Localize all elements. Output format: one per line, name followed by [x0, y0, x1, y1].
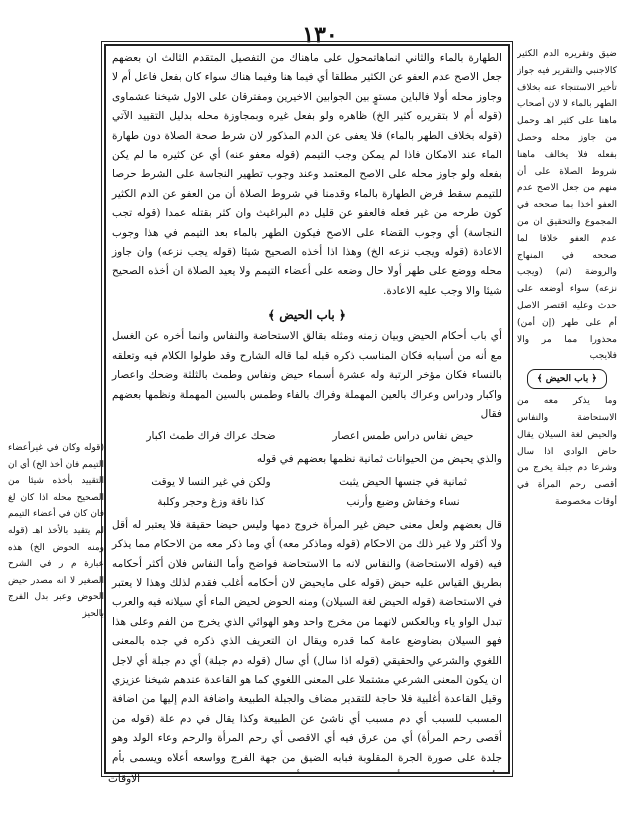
section-heading: ﴿ باب الحيض ﴾ — [268, 308, 346, 323]
main-text — [106, 46, 508, 774]
paragraph: أي باب أحكام الحيض وبيان زمنه ومثله بقالق الاستحاضة والنفاس وانما أخره عن الغسل مع أنه من أسبابه فكان المناسب ذكره قبله لما قاله الشارح وقد طولوا الكلام فيه وتعلقه بالنساء فكان مؤخر الرتبة وله عشرة أسماء حيض ونفاس وطمث بالثلثة وضحك واعصار واكبار ودراس وعراك بالعين المهملة وفراك بالفاء وطمس بالسين المهملة ونظمها بعضهم فقال — [112, 330, 502, 420]
side-section-heading: ﴿ باب الحيض ﴾ — [527, 369, 607, 389]
side-paragraph: وما يذكر معه من الاستحاضة والنفاس والحيض لغة السيلان يقال حاض الوادي اذا سال وشرعا دم جبلة يخرج من أقصى رحم المرأة في أوقات مخصوصة — [517, 395, 617, 507]
footnote-column — [8, 440, 104, 730]
poem-hemistich: ولكن في غير النسا لا يوقت — [151, 475, 271, 488]
paragraph: الطهارة بالماء والثاني انماهاتمحول على ماهناك من التفصيل المتقدم الثالث ان بعضهم جعل الاصح عدم العفو عن الكثير مطلقا أي فيما هنا وفيما هناك سواء كان بفعل فاعل أم لا وجاوز محله أولا فالباين مستوٍ بين الجوابين الاخيرين ومفترقان على الاول شيخنا عشماوى (قوله أم لا بتقريره كثير الخ) ظاهره ولو بفعل غيره وبمجاوزة محله بدليل التقييد الآتي (قوله بخلاف الطهر بالماء) فلا يعفى عن الدم المذكور لان شرط صحة الصلاة دون طهارة الماء عند الامكان فاذا لم يمكن وجب التيمم (قوله معفو عنه) أي عن كثيره ما لم يكن بفعله ولو جاوز محله على الاصح المعتمد وعند وجوب تطهير النجاسة على الشرط حرصا للتيمم سقط فرض الطهارة بالماء وقدمنا في شروط الصلاة أن من العفو عن الدم الكثير كون طرحه من غير فعله فالعفو عن قليل دم البراغيث وان كثر بقتله عمدا (قوله تجب النجاسة) أي وجوب القضاء على الاصح فيكون الطهر بالماء بعد التيمم في هذا وجوب الاعادة (قوله ويجب نزعه الخ) وهذا اذا أخذه الصحيح شيئا (قوله يجب نزعه) وان جاوز محله ووضع على طهر أولا حال وضعه على أعضاء التيمم ولا يعيد الصلاة ان أخذه الصحيح شيئا والا وجب عليه الاعادة. — [112, 52, 502, 297]
poem-hemistich: نساء وخفاش وضبع وأرنب — [346, 495, 460, 508]
paragraph: قال بعضهم ولعل معنى حيض غير المرأة خروج دمها وليس حيضا حقيقة فلا يعتبر له أقل ولا أكثر ولا غير ذلك من الاحكام (قوله وماذكر معه) أي وما ذكر معه من الاحكام مما يذكر فيه (قوله الاستحاضة) والنفاس لانه ما الاستحاضة فواضح وأما النفاس فلان أكثر أحكامه بطريق القياس عليه حيض (قوله على مايحيض لان أحكامه أغلب فقدم لذلك وهذا لا يعتبر في الاستحاضة (قوله الحيض لغة السيلان) ومنه الحوض لحيض الماء أي سيلانه فيه والعرب تبدل الواو ياء وبالعكس لانهما من مخرج واحد وهو الهوائي الذي يخرج من الفم وعلى هذا فهو السيلان بضاوضع عامة كما قدره ويقال ان التعريف الذي ذكره في جده بالمعنى اللغوي والشرعي والحقيقي (قوله اذا سال) أي سال (قوله دم جبلة) أي دم جبلة أي لاجل ان يكون المعنى الشرعي مشتملا على المعنى اللغوي كما هو القاعدة عندهم شيخنا عزيزي وقيل القاعدة أغلبية فلا حاجة للتقدير مضاف والجبلة الطبيعة واضافة الدم إليها من اضافة المسبب للسبب أي دم مسبب أي ناشئ عن الطبيعة وكذا يقال في دم علة (قوله من أقصى رحم المرأة) أي من عرق فيه أي الاقصى أي رحم المرأة والرحم وعاء الولد وهو جلدة على صورة الجرة المقلوبة فبابه الضيق من جهة الفرج وواسعه أعلاه ويسمى بأم — [112, 518, 502, 764]
page-number: ١٣٠ — [302, 22, 338, 48]
side-margin-column — [517, 46, 617, 708]
poem-hemistich: ضحك عراك فراك طمث اكبار — [146, 430, 276, 443]
catchword: الاوقات — [108, 773, 141, 785]
side-paragraph: ضيق وتقريره الدم الكثير كالاجنبي والتقرير فيه جواز تأخير الاستنجاء عنه بخلاف الطهر بالماء لا لان أصحاب ماهنا على كثير اهـ وحمل من جاوز محله وحصل بفعله فلا يخالف ماهنا شروط الصلاة على أن منهم من جعل الاصح عدم العفو أخذا بما صححه في المجموع والتحقيق ان من عدم العفو خلافا لما صححه في المنهاج والروضة (ثم) (ويجب نزعه) سواء أوضعه على حدث وعليه اقتصر الاصل أم على طهر (إن أمن) محذورا مما مر والا فلايجب — [517, 48, 617, 362]
poem-hemistich: كذا ناقة وزغ وحجر وكلبة — [157, 495, 265, 508]
poem-hemistich: حيض نفاس دراس طمس اعصار — [332, 430, 474, 443]
footnote-paragraph: (قوله وكان في غيرأعضاء التيمم فان أخذ الخ) أي ان التقييد بأخذه شيئا من الصحيح محله اذا كان لغ فان كان في أعضاء التيمم لم يتقيد بالأخذ اهـ (قوله ومنه الحوض الخ) هذه عبارة م ر في الشرح الصغير لا انه مصدر حيض الحوض وعبر بدل الفرج بالحيز — [8, 443, 104, 619]
poem-verses — [122, 472, 492, 512]
paragraph: والذي يحيض من الحيوانات ثمانية نظمها بعضهم في قوله — [256, 453, 502, 466]
main-text-frame — [104, 44, 510, 774]
poem-verse — [122, 426, 492, 446]
poem-hemistich: ثمانية في جنسها الحيض يثبت — [339, 475, 467, 488]
